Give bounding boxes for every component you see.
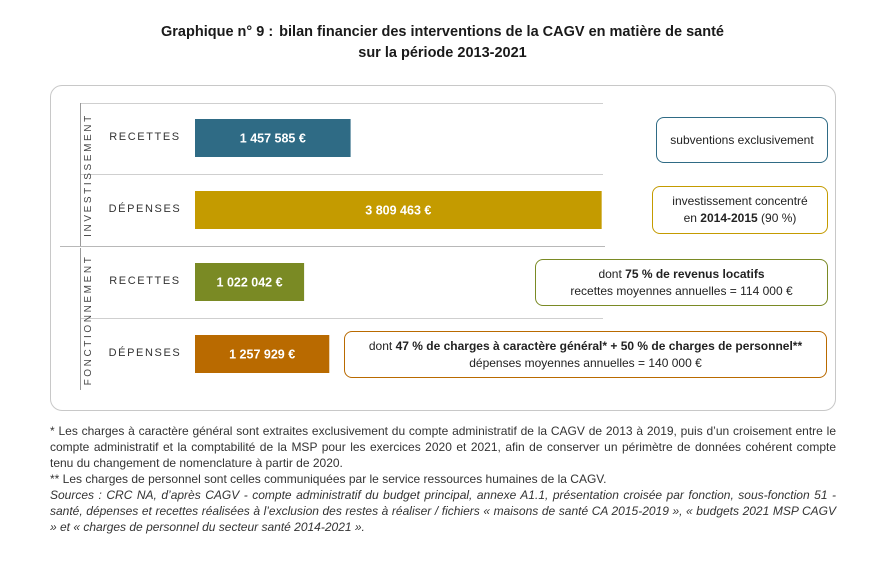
footnote-sources: Sources : CRC NA, d’après CAGV - compte administratif du budget principal, annexe A1.1, présentation croisée par fonction, sous-fonction 51 - santé, dépenses et recettes réalisées à l’exclusion des restes à réaliser / fichiers « maisons de santé CA 2015-2019 », « budgets 2021 MSP CAGV » et « charges de personnel du secteur santé 2014-2021 ».: [50, 488, 836, 534]
annotation-inv-depenses-pre: en: [683, 211, 701, 225]
annotation-fonc-depenses-bold: 47 % de charges à caractère général* + 50 % de charges de personnel**: [395, 338, 803, 353]
category-label-fonc-depenses: DÉPENSES: [108, 347, 182, 359]
data-label-inv-depenses: 3 809 463 €: [365, 203, 432, 218]
annotation-fonc-depenses: [344, 331, 827, 378]
annotation-inv-recettes-text: subventions exclusivement: [670, 132, 814, 147]
annotation-fonc-recettes-bold: 75 % de revenus locatifs: [625, 266, 765, 281]
title-line1: bilan financier des interventions de la CAGV en matière de santé: [279, 24, 724, 40]
data-label-fonc-recettes: 1 022 042 €: [216, 275, 283, 290]
annotation-inv-depenses: [652, 186, 828, 234]
annotation-fonc-recettes-line2: recettes moyennes annuelles = 114 000 €: [570, 283, 793, 298]
category-label-inv-recettes: RECETTES: [109, 131, 181, 143]
title-prefix: Graphique n° 9 :: [161, 24, 274, 40]
annotation-fonc-recettes: [535, 259, 828, 306]
footnote-2: ** Les charges de personnel sont celles communiquées par le service ressources humaines de la CAGV.: [50, 472, 607, 486]
footnotes: [50, 423, 836, 535]
annotation-inv-depenses-line1: investissement concentré: [672, 194, 808, 208]
category-label-fonc-recettes: RECETTES: [109, 275, 181, 287]
category-label-inv-depenses: DÉPENSES: [108, 203, 182, 215]
annotation-inv-depenses-pct: (90 %): [757, 211, 797, 225]
annotation-inv-depenses-years: 2014-2015: [700, 211, 758, 225]
annotation-inv-recettes: [656, 117, 828, 163]
annotation-fonc-depenses-pre: dont: [368, 338, 396, 353]
annotation-fonc-recettes-pre: dont: [598, 266, 626, 281]
data-label-fonc-depenses: 1 257 929 €: [229, 347, 296, 362]
data-label-inv-recettes: 1 457 585 €: [239, 131, 306, 146]
title-line2: sur la période 2013-2021: [358, 45, 527, 61]
group-label-investissement: INVESTISSEMENT: [83, 113, 94, 237]
footnote-1: * Les charges à caractère général sont extraites exclusivement du compte administratif de la CAGV de 2013 à 2019, puis d’un croisement entre le compte administratif et la comptabilité de la MSP pour les exercices 2020 et 2021, afin de conserver un périmètre de données cohérent compte tenu du changement de nomenclature à partir de 2020.: [50, 424, 836, 470]
group-label-fonctionnement: FONCTIONNEMENT: [83, 254, 94, 386]
annotation-fonc-depenses-line2: dépenses moyennes annuelles = 140 000 €: [469, 355, 702, 370]
